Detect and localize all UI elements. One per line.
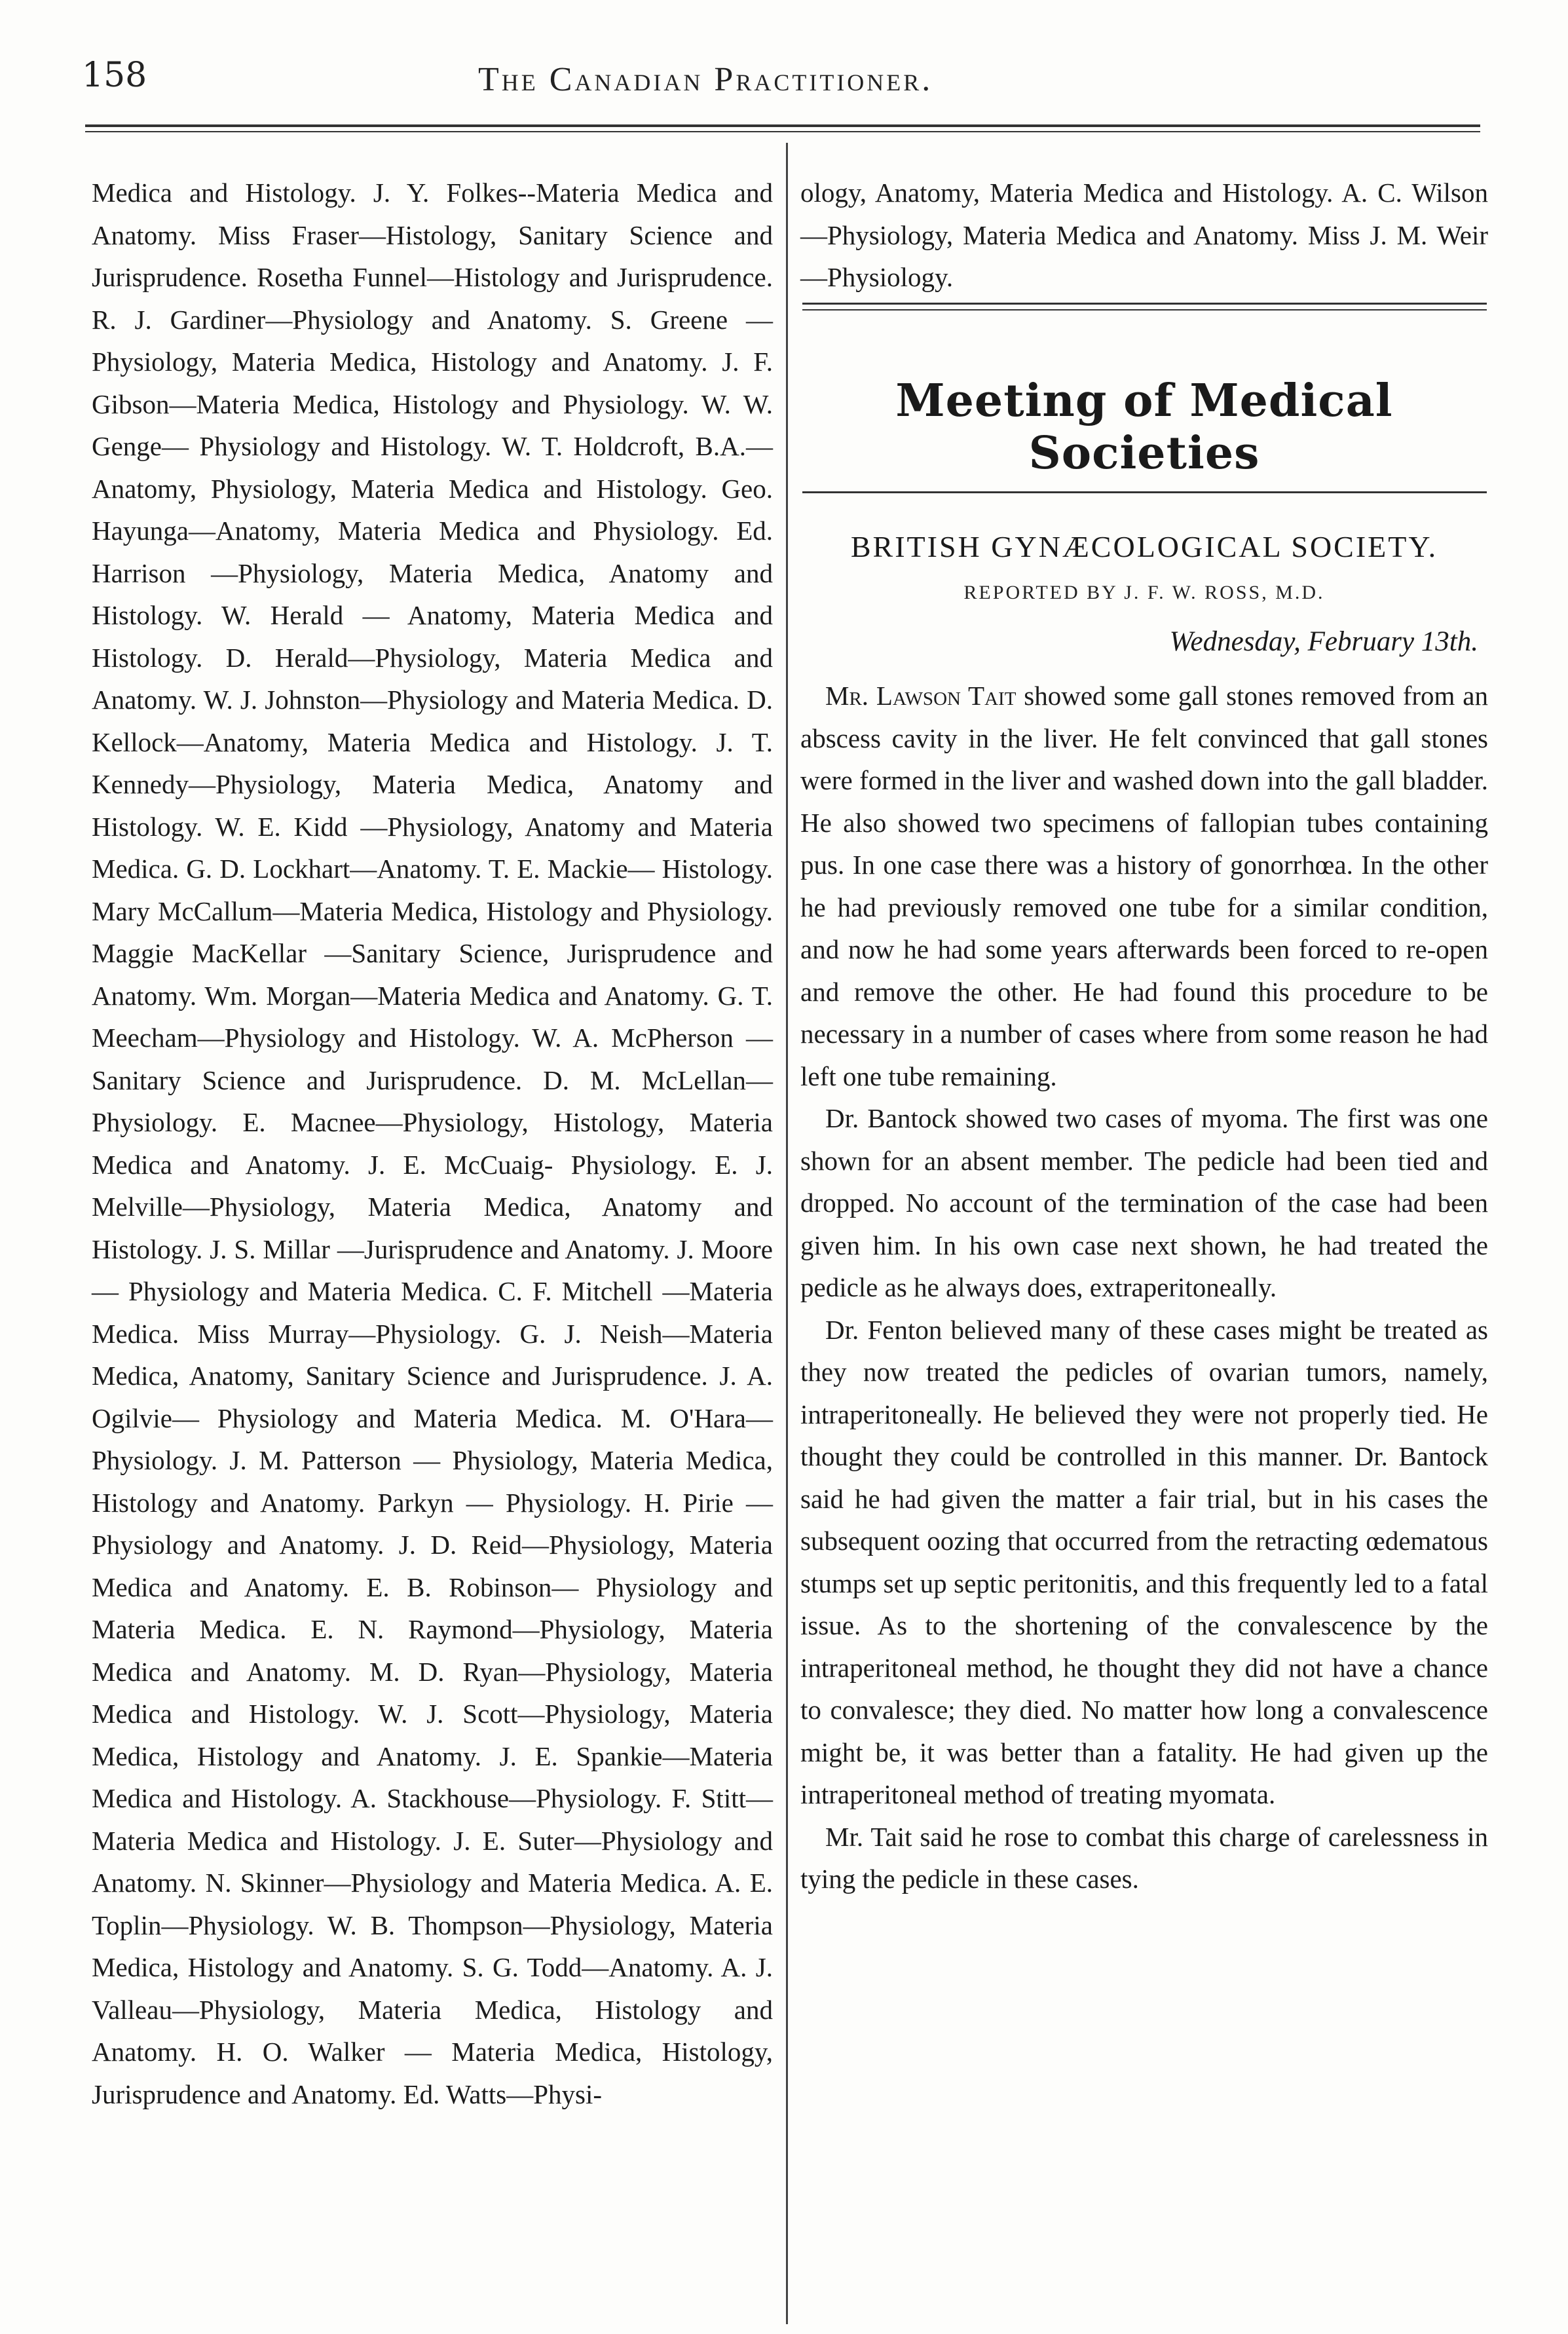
section-heading: Meeting of Medical Societies	[895, 375, 1393, 480]
header-rule-thick	[85, 124, 1480, 127]
section-rule-thin	[802, 309, 1487, 311]
reporter-line: REPORTED BY J. F. W. ROSS, M.D.	[963, 582, 1325, 603]
header-rule-thin	[85, 131, 1480, 132]
left-column-text: Medica and Histology. J. Y. Folkes--Materia Medica and Anatomy. Miss Fraser—Histology, Sanitary Science and Jurisprudence. Rosetha Funnel—Histology and Jurisprudence. R. J. Gardiner—Physiology and Anatomy. S. Greene —Physiology, Materia Medica, Histology and Anatomy. J. F. Gibson—Materia Medica, Histology and Physiology. W. W. Genge— Physiology and Histology. W. T. Holdcroft, B.A.—Anatomy, Physiology, Materia Medica and Histology. Geo. Hayunga—Anatomy, Materia Medica and Physiology. Ed. Harrison —Physiology, Materia Medica, Anatomy and Histology. W. Herald — Anatomy, Materia Medica and Histology. D. Herald—Physiology, Materia Medica and Anatomy. W. J. Johnston—Physiology and Materia Medica. D. Kellock—Anatomy, Materia Medica and Histology. J. T. Kennedy—Physiology, Materia Medica, Anatomy and Histology. W. E. Kidd —Physiology, Anatomy and Materia Medica. G. D. Lockhart—Anatomy. T. E. Mackie— Histology. Mary McCallum—Materia Medica, Histology and Physiology. Maggie MacKellar —Sanitary Science, Jurisprudence and Anatomy. Wm. Morgan—Materia Medica and Anatomy. G. T. Meecham—Physiology and Histology. W. A. McPherson — Sanitary Science and Jurisprudence. D. M. McLellan—Physiology. E. Macnee—Physiology, Histology, Materia Medica and Anatomy. J. E. McCuaig- Physiology. E. J. Melville—Physiology, Materia Medica, Anatomy and Histology. J. S. Millar —Jurisprudence and Anatomy. J. Moore— Physiology and Materia Medica. C. F. Mitchell —Materia Medica. Miss Murray—Physiology. G. J. Neish—Materia Medica, Anatomy, Sanitary Science and Jurisprudence. J. A. Ogilvie— Physiology and Materia Medica. M. O'Hara— Physiology. J. M. Patterson — Physiology, Materia Medica, Histology and Anatomy. Parkyn — Physiology. H. Pirie — Physiology and Anatomy. J. D. Reid—Physiology, Materia Medica and Anatomy. E. B. Robinson— Physiology and Materia Medica. E. N. Raymond—Physiology, Materia Medica and Anatomy. M. D. Ryan—Physiology, Materia Medica and Histology. W. J. Scott—Physiology, Materia Medica, Histology and Anatomy. J. E. Spankie—Materia Medica and Histology. A. Stackhouse—Physiology. F. Stitt—Materia Medica and Histology. J. E. Suter—Physiology and Anatomy. N. Skinner—Physiology and Materia Medica. A. E. Toplin—Physiology. W. B. Thompson—Physiology, Materia Medica, Histology and Anatomy. S. G. Todd—Anatomy. A. J. Valleau—Physiology, Materia Medica, Histology and Anatomy. H. O. Walker — Materia Medica, Histology, Jurisprudence and Anatomy. Ed. Watts—Physi-	[92, 178, 773, 2109]
journal-title: The Canadian Practitioner.	[478, 61, 933, 98]
report-paragraph: Dr. Fenton believed many of these cases might be treated as they now treated the pedicles of ovarian tumors, namely, intraperitoneally. He believed they were not properly tied. He thought they could be controlled in this manner. Dr. Bantock said he had given the matter a fair trial, but in his cases the subsequent oozing that occurred from the retracting œdematous stumps set up septic peritonitis, and this frequently led to a fatal issue. As to the shortening of the convalescence by the intraperitoneal method, he thought they did not have a chance to convalesce; they died. No matter how long a convalescence might be, it was better than a fatality. He had given up the intraperitoneal method of treating myomata.	[800, 1314, 1488, 1809]
speaker-name: Mr. Lawson Tait	[825, 681, 1017, 711]
report-paragraph: Mr. Tait said he rose to combat this charge of carelessness in tying the pedicle in these cases.	[800, 1821, 1488, 1894]
section-heading-rule	[802, 491, 1487, 493]
page-number: 158	[82, 56, 147, 95]
meeting-date: Wednesday, February 13th.	[1169, 626, 1478, 657]
report-paragraph	[800, 675, 1488, 1097]
right-column-intro: ology, Anatomy, Materia Medica and Histology. A. C. Wilson—Physiology, Materia Medica and Anatomy. Miss J. M. Weir—Physiology.	[800, 178, 1488, 292]
report-paragraph: Dr. Bantock showed two cases of myoma. The first was one shown for an absent member. The pedicle had been tied and dropped. No account of the termination of the case had been given him. In his own case next shown, he had treated the pedicle as he always does, extraperitoneally.	[800, 1103, 1488, 1302]
society-title: BRITISH GYNÆCOLOGICAL SOCIETY.	[850, 530, 1438, 563]
paragraph-text: showed some gall stones removed from an abscess cavity in the liver. He felt convinced that gall stones were formed in the liver and washed down into the gall bladder. He also showed two specimens of fallopian tubes containing pus. In one case there was a history of gonorrhœa. In the other he had previously removed one tube for a similar condition, and now he had some years afterwards been forced to re-open and remove the other. He had found this procedure to be necessary in a number of cases where from some reason he had left one tube remaining.	[800, 681, 1488, 1091]
meeting-report	[800, 675, 1488, 1900]
section-rule-thick	[802, 303, 1487, 305]
column-divider	[786, 143, 788, 2324]
